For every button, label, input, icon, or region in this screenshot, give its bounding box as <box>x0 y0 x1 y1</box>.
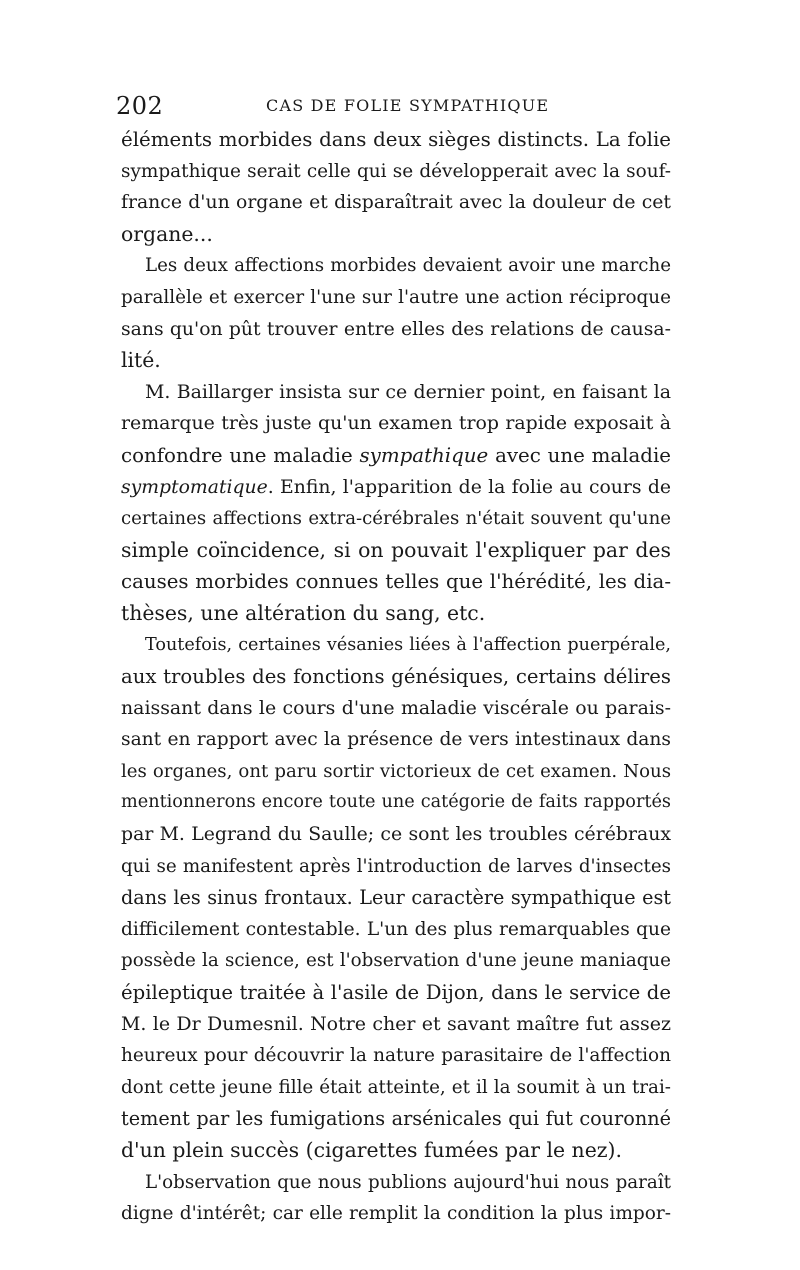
text-line: causes morbides connues telles que l'hérédité, les dia- <box>121 570 671 594</box>
text-line: naissant dans le cours d'une maladie viscérale ou parais- <box>121 696 671 719</box>
text-line-mixed <box>121 440 671 472</box>
text-line-mixed <box>121 472 671 504</box>
text-line: france d'un organe et disparaîtrait avec la douleur de cet <box>121 192 671 214</box>
text-line: mentionnerons encore toute une catégorie de faits rapportés <box>121 792 671 813</box>
page-number: 202 <box>116 92 164 120</box>
text-line: tement par les fumigations arsénicales qui fut couronné <box>121 1107 671 1131</box>
italic-term: sympathique <box>359 443 489 467</box>
text-line: thèses, une altération du sang, etc. <box>121 600 486 625</box>
running-title: CAS DE FOLIE SYMPATHIQUE <box>266 96 550 115</box>
text-line: sans qu'on pût trouver entre elles des relations de causa- <box>121 318 671 340</box>
text-run: confondre une maladie <box>121 443 353 467</box>
text-line: parallèle et exercer l'une sur l'autre une action réciproque <box>121 286 671 308</box>
text-line: éléments morbides dans deux sièges distincts. La folie <box>121 128 671 151</box>
text-run: . Enfin, l'apparition de la folie au cours de <box>267 476 671 498</box>
text-line: aux troubles des fonctions génésiques, certains délires <box>121 665 671 689</box>
text-line: d'un plein succès (cigarettes fumées par le nez). <box>121 1138 622 1162</box>
text-line: Les deux affections morbides devaient avoir une marche <box>145 255 671 277</box>
body-text <box>121 124 671 1230</box>
text-line: épileptique traitée à l'asile de Dijon, dans le service de <box>121 981 671 1005</box>
text-line: M. Baillarger insista sur ce dernier point, en faisant la <box>145 380 671 403</box>
text-line: les organes, ont paru sortir victorieux de cet examen. Nous <box>121 760 671 782</box>
text-line: simple coïncidence, si on pouvait l'expliquer par des <box>121 537 671 562</box>
text-line: organe... <box>121 221 213 246</box>
text-run: avec une maladie <box>495 443 672 467</box>
text-line: qui se manifestent après l'introduction de larves d'insectes <box>121 855 671 877</box>
text-line: Toutefois, certaines vésanies liées à l'affection puerpérale, <box>145 634 671 655</box>
text-line: dont cette jeune fille était atteinte, et il la soumit à un trai- <box>121 1076 671 1098</box>
text-line: lité. <box>121 348 161 373</box>
text-line: sympathique serait celle qui se développerait avec la souf- <box>121 160 671 182</box>
text-line: dans les sinus frontaux. Leur caractère sympathique est <box>121 886 671 910</box>
text-line: heureux pour découvrir la nature parasitaire de l'affection <box>121 1045 671 1067</box>
text-line: remarque très juste qu'un examen trop rapide exposait à <box>121 412 671 435</box>
italic-term: symptomatique <box>121 476 268 498</box>
text-line: possède la science, est l'observation d'une jeune maniaque <box>121 950 671 972</box>
text-line: L'observation que nous publions aujourd'hui nous paraît <box>145 1171 671 1193</box>
text-line: difficilement contestable. L'un des plus remarquables que <box>121 918 671 940</box>
text-line: digne d'intérêt; car elle remplit la condition la plus impor- <box>121 1203 671 1225</box>
text-line: certaines affections extra-cérébrales n'était souvent qu'une <box>121 508 671 530</box>
text-line: sant en rapport avec la présence de vers intestinaux dans <box>121 729 671 751</box>
page-header <box>116 86 676 126</box>
text-line: M. le Dr Dumesnil. Notre cher et savant maître fut assez <box>121 1012 671 1035</box>
text-line: par M. Legrand du Saulle; ce sont les troubles cérébraux <box>121 823 671 846</box>
